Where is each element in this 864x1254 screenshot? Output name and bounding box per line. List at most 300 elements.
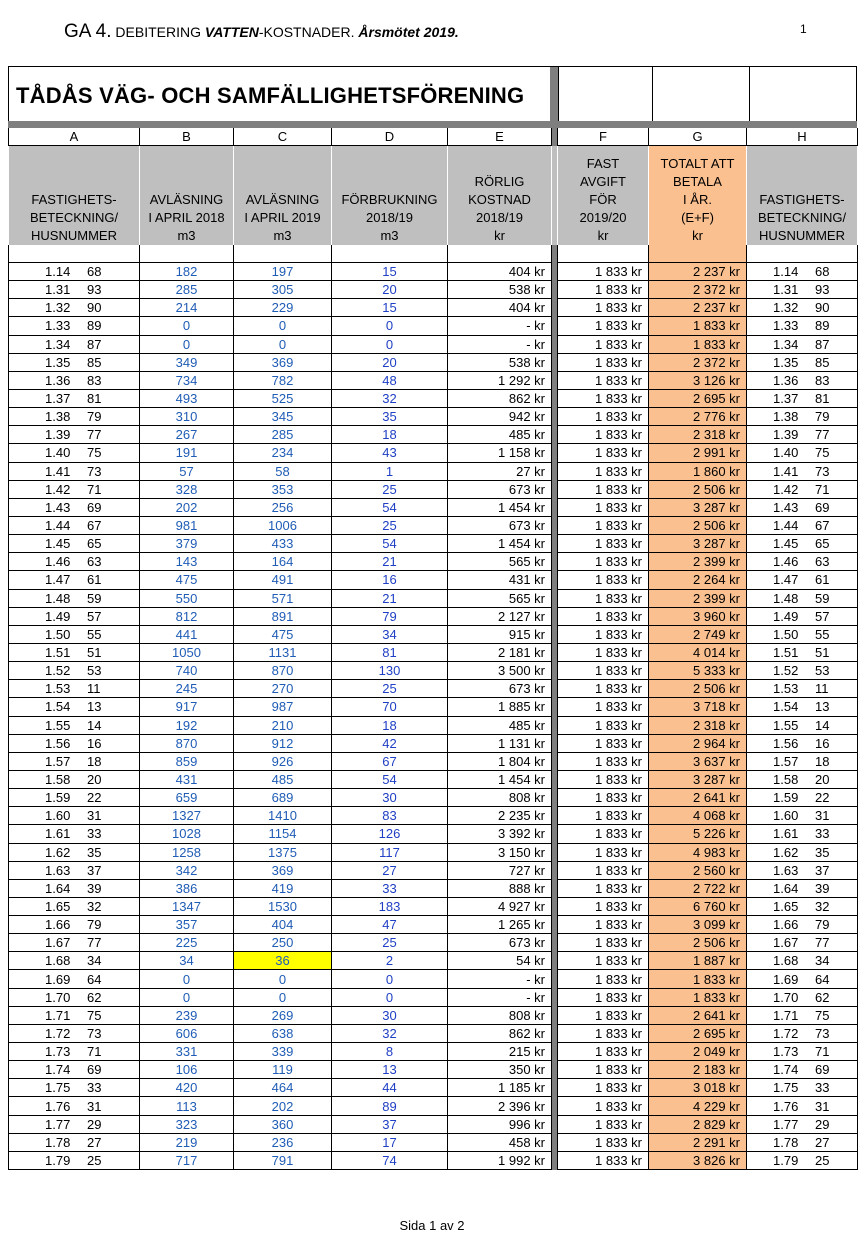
- cell-reading-2018: 550: [140, 589, 234, 607]
- cell-reading-2018: 219: [140, 1133, 234, 1151]
- cell-reading-2018: 34: [140, 952, 234, 970]
- cell-variable-cost: - kr: [448, 988, 552, 1006]
- cell-fixed-fee: 1 833 kr: [558, 643, 649, 661]
- org-name: TÅDÅS VÄG- OCH SAMFÄLLIGHETSFÖRENING: [16, 83, 525, 108]
- cell-total: 3 637 kr: [649, 752, 747, 770]
- cell-property-id: [9, 1024, 140, 1042]
- cell-property-id-repeat: [747, 535, 858, 553]
- house-number: 16: [87, 735, 102, 751]
- cell-reading-2019: 1006: [234, 516, 332, 534]
- cell-consumption: 18: [332, 716, 448, 734]
- cell-reading-2018: 734: [140, 371, 234, 389]
- house-number: 62: [87, 989, 102, 1005]
- house-number: 33: [815, 1080, 830, 1096]
- cell-total: 2 641 kr: [649, 1006, 747, 1024]
- table-row: [9, 444, 858, 462]
- house-number: 13: [815, 699, 830, 715]
- cell-fixed-fee: 1 833 kr: [558, 861, 649, 879]
- column-letter-f: F: [558, 128, 649, 146]
- cell-variable-cost: 4 927 kr: [448, 897, 552, 915]
- property-number: 1.45: [45, 536, 71, 552]
- cell-property-id-repeat: [747, 1115, 858, 1133]
- cell-fixed-fee: 1 833 kr: [558, 589, 649, 607]
- cell-property-id-repeat: [747, 607, 858, 625]
- cell-consumption: 34: [332, 625, 448, 643]
- cell-fixed-fee: 1 833 kr: [558, 444, 649, 462]
- cell-reading-2018: 310: [140, 408, 234, 426]
- cell-reading-2019: 485: [234, 770, 332, 788]
- cell-reading-2019: 202: [234, 1097, 332, 1115]
- cell-reading-2019: 210: [234, 716, 332, 734]
- cell-fixed-fee: 1 833 kr: [558, 263, 649, 281]
- table-row: [9, 462, 858, 480]
- property-number: 1.60: [773, 808, 799, 824]
- cell-property-id-repeat: [747, 263, 858, 281]
- cell-property-id: [9, 734, 140, 752]
- house-number: 39: [815, 880, 830, 896]
- cell-property-id: [9, 571, 140, 589]
- table-row: [9, 843, 858, 861]
- house-number: 20: [815, 772, 830, 787]
- cell-reading-2019: 404: [234, 916, 332, 934]
- table-row: [9, 952, 858, 970]
- property-number: 1.40: [773, 445, 799, 461]
- cell-reading-2018: 1327: [140, 807, 234, 825]
- table-row: [9, 480, 858, 498]
- house-number: 57: [815, 608, 830, 624]
- cell-reading-2019: 870: [234, 662, 332, 680]
- cell-variable-cost: 3 392 kr: [448, 825, 552, 843]
- header-line: kr: [597, 228, 609, 243]
- house-number: 83: [815, 372, 830, 388]
- house-number: 29: [815, 1116, 830, 1132]
- table-row: [9, 317, 858, 335]
- cell-property-id: [9, 462, 140, 480]
- cell-fixed-fee: 1 833 kr: [558, 934, 649, 952]
- house-number: 93: [815, 282, 830, 298]
- cell-fixed-fee: 1 833 kr: [558, 1151, 649, 1169]
- cell-consumption: 0: [332, 317, 448, 335]
- cell-fixed-fee: 1 833 kr: [558, 789, 649, 807]
- property-number: 1.77: [773, 1116, 799, 1132]
- cell-property-id: [9, 716, 140, 734]
- cell-property-id-repeat: [747, 317, 858, 335]
- property-number: 1.48: [45, 590, 71, 606]
- table-row: [9, 970, 858, 988]
- house-number: 11: [87, 681, 101, 697]
- cell-total: 1 887 kr: [649, 952, 747, 970]
- cell-reading-2019: 638: [234, 1024, 332, 1042]
- cell-property-id-repeat: [747, 643, 858, 661]
- table-row: [9, 1079, 858, 1097]
- property-number: 1.56: [45, 735, 71, 751]
- cell-reading-2019: 197: [234, 263, 332, 281]
- house-number: 87: [815, 336, 830, 352]
- property-number: 1.39: [45, 427, 71, 443]
- cell-reading-2019: 571: [234, 589, 332, 607]
- property-number: 1.51: [773, 645, 799, 661]
- cell-property-id: [9, 516, 140, 534]
- cell-property-id-repeat: [747, 952, 858, 970]
- cell-reading-2019: 353: [234, 480, 332, 498]
- property-number: 1.61: [773, 826, 799, 842]
- house-number: 69: [815, 499, 830, 515]
- cell-reading-2019: 475: [234, 625, 332, 643]
- house-number: 33: [815, 826, 830, 842]
- cell-reading-2019: 1410: [234, 807, 332, 825]
- cell-variable-cost: 996 kr: [448, 1115, 552, 1133]
- house-number: 89: [87, 318, 102, 334]
- cell-reading-2018: 475: [140, 571, 234, 589]
- cell-fixed-fee: 1 833 kr: [558, 281, 649, 299]
- cell-consumption: 117: [332, 843, 448, 861]
- cell-fixed-fee: 1 833 kr: [558, 607, 649, 625]
- cell-variable-cost: 538 kr: [448, 353, 552, 371]
- cell-reading-2018: 239: [140, 1006, 234, 1024]
- document-title: [64, 21, 459, 43]
- cell-variable-cost: 1 292 kr: [448, 371, 552, 389]
- cell-consumption: 16: [332, 571, 448, 589]
- cell-variable-cost: 538 kr: [448, 281, 552, 299]
- cell-fixed-fee: 1 833 kr: [558, 462, 649, 480]
- cell-fixed-fee: 1 833 kr: [558, 825, 649, 843]
- cell-fixed-fee: 1 833 kr: [558, 426, 649, 444]
- house-number: 69: [87, 499, 102, 515]
- property-number: 1.44: [45, 518, 71, 534]
- cell-property-id: [9, 1061, 140, 1079]
- spacer-cell: [234, 245, 332, 263]
- table-row: [9, 607, 858, 625]
- cell-reading-2018: 182: [140, 263, 234, 281]
- house-number: 34: [815, 953, 830, 969]
- cell-property-id-repeat: [747, 680, 858, 698]
- property-number: 1.56: [773, 735, 799, 751]
- property-number: 1.34: [45, 336, 71, 352]
- house-number: 85: [87, 354, 102, 370]
- header-line: m3: [177, 228, 196, 243]
- house-number: 81: [87, 391, 102, 407]
- cell-property-id-repeat: [747, 698, 858, 716]
- cell-reading-2019: 236: [234, 1133, 332, 1151]
- property-number: 1.33: [773, 318, 799, 334]
- cell-property-id: [9, 535, 140, 553]
- cell-total: 2 506 kr: [649, 480, 747, 498]
- cell-property-id-repeat: [747, 408, 858, 426]
- cell-consumption: 47: [332, 916, 448, 934]
- cell-consumption: 183: [332, 897, 448, 915]
- cell-property-id: [9, 643, 140, 661]
- house-number: 13: [87, 699, 102, 715]
- cell-reading-2019: 987: [234, 698, 332, 716]
- cell-variable-cost: - kr: [448, 335, 552, 353]
- table-row: [9, 716, 858, 734]
- cell-total: 3 287 kr: [649, 770, 747, 788]
- cell-property-id: [9, 770, 140, 788]
- cell-fixed-fee: 1 833 kr: [558, 1115, 649, 1133]
- table-row: [9, 1097, 858, 1115]
- cell-reading-2019: 369: [234, 353, 332, 371]
- property-number: 1.40: [45, 445, 71, 461]
- house-number: 35: [87, 844, 102, 860]
- house-number: 57: [87, 608, 102, 624]
- cell-reading-2018: 106: [140, 1061, 234, 1079]
- cell-variable-cost: 862 kr: [448, 389, 552, 407]
- house-number: 22: [87, 790, 102, 806]
- cell-variable-cost: 404 kr: [448, 263, 552, 281]
- property-number: 1.43: [773, 499, 799, 515]
- cell-reading-2018: 859: [140, 752, 234, 770]
- cell-reading-2018: 214: [140, 299, 234, 317]
- table-row: [9, 389, 858, 407]
- table-row: [9, 426, 858, 444]
- property-number: 1.38: [773, 409, 799, 425]
- property-number: 1.39: [773, 427, 799, 443]
- property-number: 1.54: [773, 699, 799, 715]
- property-number: 1.75: [45, 1080, 71, 1096]
- cell-reading-2018: 431: [140, 770, 234, 788]
- cell-consumption: 21: [332, 553, 448, 571]
- cell-reading-2018: 1347: [140, 897, 234, 915]
- cell-variable-cost: 565 kr: [448, 589, 552, 607]
- spacer-cell: [649, 245, 747, 263]
- cell-property-id: [9, 879, 140, 897]
- header-line: 2018/19: [366, 210, 413, 225]
- cell-variable-cost: 565 kr: [448, 553, 552, 571]
- cell-property-id: [9, 861, 140, 879]
- table-row: [9, 281, 858, 299]
- cell-total: 2 560 kr: [649, 861, 747, 879]
- cell-consumption: 25: [332, 934, 448, 952]
- cell-fixed-fee: 1 833 kr: [558, 498, 649, 516]
- house-number: 14: [87, 717, 102, 733]
- cell-total: 2 372 kr: [649, 353, 747, 371]
- house-number: 64: [87, 971, 102, 987]
- cell-variable-cost: 458 kr: [448, 1133, 552, 1151]
- cell-total: 2 776 kr: [649, 408, 747, 426]
- org-empty-cell-f: [558, 67, 653, 121]
- cell-variable-cost: 215 kr: [448, 1043, 552, 1061]
- cell-property-id-repeat: [747, 752, 858, 770]
- property-number: 1.42: [773, 481, 799, 497]
- column-header-row: [9, 146, 858, 246]
- property-number: 1.64: [773, 880, 799, 896]
- house-number: 14: [815, 717, 830, 733]
- house-number: 31: [815, 808, 830, 824]
- cell-fixed-fee: 1 833 kr: [558, 389, 649, 407]
- cell-variable-cost: 862 kr: [448, 1024, 552, 1042]
- header-line: kr: [494, 228, 505, 243]
- header-line: FÖRBRUKNING: [341, 192, 438, 207]
- column-header-c: [234, 146, 332, 246]
- column-header-a: [9, 146, 140, 246]
- cell-property-id-repeat: [747, 281, 858, 299]
- cell-fixed-fee: 1 833 kr: [558, 1006, 649, 1024]
- cell-total: 3 960 kr: [649, 607, 747, 625]
- spreadsheet: [8, 66, 857, 1170]
- cell-property-id: [9, 408, 140, 426]
- cell-reading-2019: 0: [234, 988, 332, 1006]
- cell-property-id-repeat: [747, 1006, 858, 1024]
- header-line: HUSNUMMER: [759, 228, 845, 243]
- cell-property-id-repeat: [747, 807, 858, 825]
- table-row: [9, 1043, 858, 1061]
- house-number: 63: [815, 554, 830, 570]
- house-number: 69: [815, 1062, 830, 1078]
- cell-consumption: 32: [332, 389, 448, 407]
- property-number: 1.68: [45, 953, 71, 969]
- cell-reading-2018: 420: [140, 1079, 234, 1097]
- header-line: FAST: [586, 156, 620, 171]
- cell-reading-2019: 689: [234, 789, 332, 807]
- header-line: TOTALT ATT: [660, 156, 735, 171]
- cell-reading-2018: 331: [140, 1043, 234, 1061]
- cell-fixed-fee: 1 833 kr: [558, 843, 649, 861]
- cell-reading-2019: 269: [234, 1006, 332, 1024]
- column-header-b: [140, 146, 234, 246]
- table-row: [9, 1061, 858, 1079]
- cell-fixed-fee: 1 833 kr: [558, 1097, 649, 1115]
- cell-total: 5 333 kr: [649, 662, 747, 680]
- property-number: 1.65: [45, 898, 71, 914]
- cell-consumption: 20: [332, 353, 448, 371]
- cell-total: 2 399 kr: [649, 589, 747, 607]
- cell-variable-cost: 2 181 kr: [448, 643, 552, 661]
- table-row: [9, 770, 858, 788]
- header-line: m3: [273, 228, 292, 243]
- property-number: 1.59: [45, 790, 71, 806]
- cell-fixed-fee: 1 833 kr: [558, 353, 649, 371]
- cell-property-id-repeat: [747, 1133, 858, 1151]
- cell-fixed-fee: 1 833 kr: [558, 897, 649, 915]
- cell-reading-2019: 345: [234, 408, 332, 426]
- cell-property-id: [9, 1097, 140, 1115]
- cell-reading-2018: 917: [140, 698, 234, 716]
- cell-reading-2019: 791: [234, 1151, 332, 1169]
- cell-property-id: [9, 680, 140, 698]
- cell-property-id-repeat: [747, 371, 858, 389]
- house-number: 25: [87, 1152, 102, 1168]
- house-number: 61: [815, 572, 830, 588]
- cell-total: 4 229 kr: [649, 1097, 747, 1115]
- house-number: 79: [815, 409, 830, 425]
- cell-reading-2019: 433: [234, 535, 332, 553]
- cell-reading-2019: 164: [234, 553, 332, 571]
- cell-fixed-fee: 1 833 kr: [558, 807, 649, 825]
- cell-reading-2018: 342: [140, 861, 234, 879]
- cell-property-id: [9, 825, 140, 843]
- property-number: 1.31: [45, 282, 71, 298]
- house-number: 35: [815, 844, 830, 860]
- cell-variable-cost: 3 150 kr: [448, 843, 552, 861]
- cell-reading-2018: 267: [140, 426, 234, 444]
- header-line: BETECKNING/: [757, 210, 847, 225]
- cell-fixed-fee: 1 833 kr: [558, 1079, 649, 1097]
- property-number: 1.52: [45, 663, 71, 679]
- cell-property-id-repeat: [747, 1097, 858, 1115]
- cell-property-id-repeat: [747, 389, 858, 407]
- cell-total: 2 318 kr: [649, 716, 747, 734]
- house-number: 64: [815, 971, 830, 987]
- column-letter-e: E: [448, 128, 552, 146]
- house-number: 65: [87, 536, 102, 552]
- table-row: [9, 662, 858, 680]
- property-number: 1.69: [773, 971, 799, 987]
- property-number: 1.58: [773, 772, 799, 787]
- title-text-2: -KOSTNADER.: [258, 24, 359, 40]
- property-number: 1.36: [773, 372, 799, 388]
- cell-variable-cost: 727 kr: [448, 861, 552, 879]
- cell-reading-2019: 305: [234, 281, 332, 299]
- cell-consumption: 43: [332, 444, 448, 462]
- property-number: 1.59: [773, 790, 799, 806]
- cell-total: 4 068 kr: [649, 807, 747, 825]
- house-number: 63: [87, 554, 102, 570]
- property-number: 1.35: [45, 354, 71, 370]
- property-number: 1.62: [45, 844, 71, 860]
- cell-property-id: [9, 389, 140, 407]
- property-number: 1.72: [773, 1025, 799, 1041]
- house-number: 62: [815, 989, 830, 1005]
- cell-consumption: 33: [332, 879, 448, 897]
- cell-total: 2 049 kr: [649, 1043, 747, 1061]
- property-number: 1.54: [45, 699, 71, 715]
- cell-reading-2019: 369: [234, 861, 332, 879]
- header-line: BETALA: [673, 174, 722, 189]
- cell-variable-cost: 888 kr: [448, 879, 552, 897]
- cell-reading-2019: 250: [234, 934, 332, 952]
- column-header-e: [448, 146, 552, 246]
- cell-total: 1 860 kr: [649, 462, 747, 480]
- header-line: RÖRLIG: [474, 174, 525, 189]
- cell-fixed-fee: 1 833 kr: [558, 1061, 649, 1079]
- house-number: 77: [87, 935, 102, 951]
- cell-fixed-fee: 1 833 kr: [558, 734, 649, 752]
- cell-property-id: [9, 335, 140, 353]
- column-letter-h: H: [747, 128, 858, 146]
- cell-property-id: [9, 916, 140, 934]
- cell-reading-2018: 717: [140, 1151, 234, 1169]
- cell-variable-cost: 808 kr: [448, 789, 552, 807]
- page-number: 1: [800, 22, 807, 36]
- cell-variable-cost: 3 500 kr: [448, 662, 552, 680]
- title-vatten: VATTEN: [204, 24, 259, 40]
- property-number: 1.70: [45, 989, 71, 1005]
- cell-reading-2019: 1131: [234, 643, 332, 661]
- table-row: [9, 553, 858, 571]
- house-number: 31: [87, 808, 102, 824]
- cell-consumption: 54: [332, 498, 448, 516]
- property-number: 1.79: [773, 1152, 799, 1168]
- header-line: (E+F): [681, 210, 714, 225]
- cell-consumption: 25: [332, 680, 448, 698]
- cell-property-id: [9, 1043, 140, 1061]
- cell-fixed-fee: 1 833 kr: [558, 625, 649, 643]
- cell-consumption: 42: [332, 734, 448, 752]
- cell-reading-2019: 360: [234, 1115, 332, 1133]
- cell-consumption: 54: [332, 770, 448, 788]
- house-number: 81: [815, 391, 830, 407]
- cell-property-id: [9, 625, 140, 643]
- cell-property-id: [9, 553, 140, 571]
- house-number: 68: [87, 264, 102, 280]
- cell-property-id: [9, 371, 140, 389]
- header-line: AVLÄSNING: [149, 192, 224, 207]
- cell-fixed-fee: 1 833 kr: [558, 516, 649, 534]
- cell-fixed-fee: 1 833 kr: [558, 952, 649, 970]
- table-row: [9, 335, 858, 353]
- cell-property-id-repeat: [747, 335, 858, 353]
- cell-variable-cost: 54 kr: [448, 952, 552, 970]
